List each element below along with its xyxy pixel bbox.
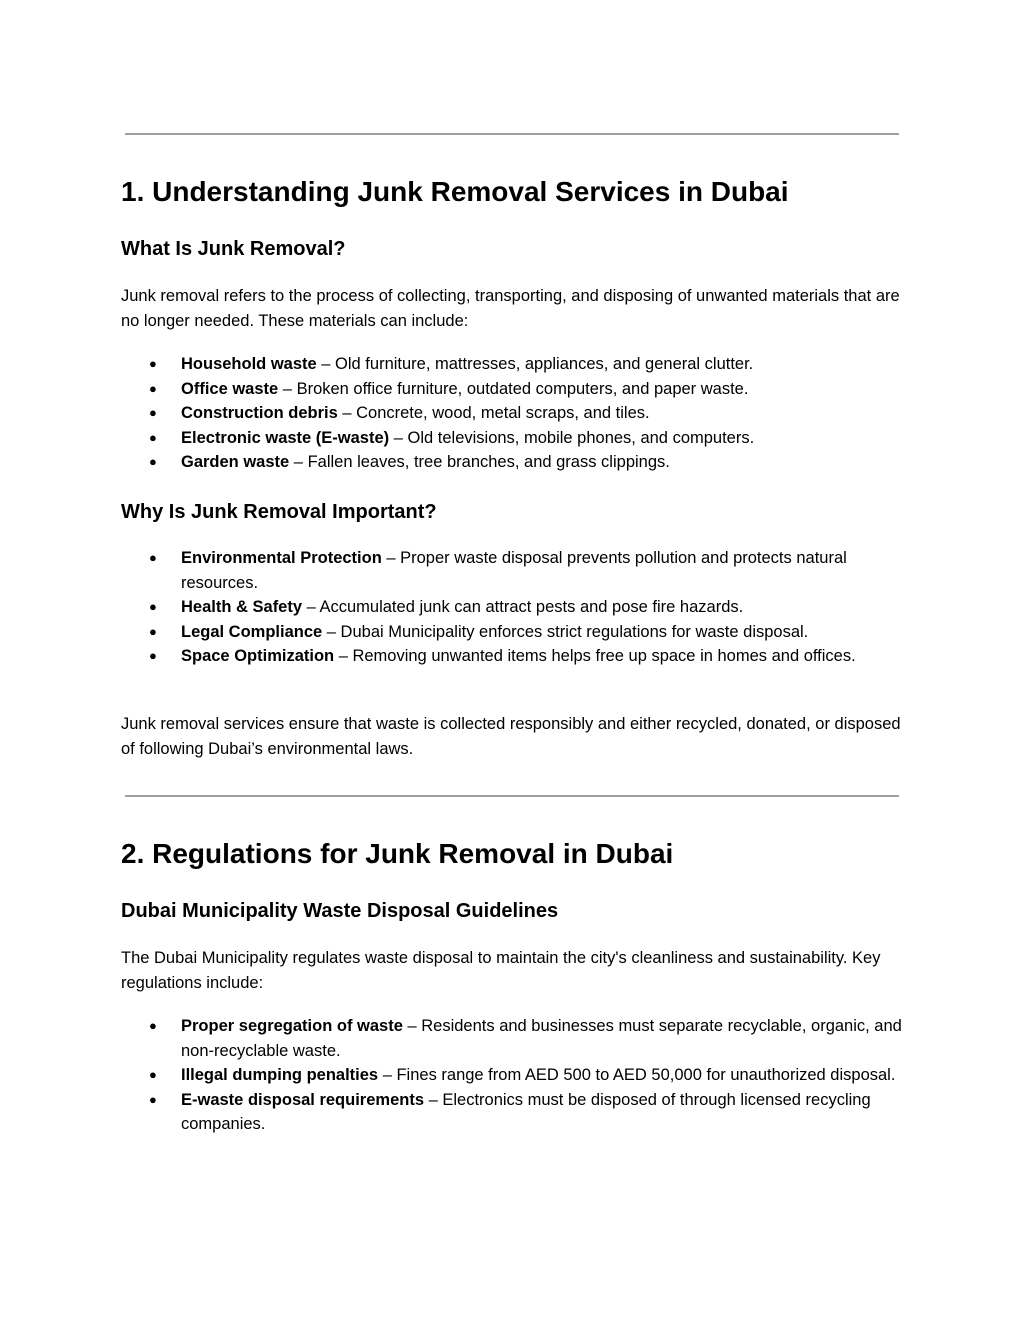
list-item bbox=[121, 1063, 911, 1088]
list-item-desc: – Electronics must be disposed of through licensed recycling companies. bbox=[181, 1090, 871, 1133]
list-item-term: Electronic waste (E-waste) bbox=[181, 428, 390, 447]
bullet-icon: ● bbox=[149, 623, 157, 639]
list-item bbox=[121, 620, 911, 645]
bullet-icon: ● bbox=[149, 648, 157, 663]
bullet-icon: ● bbox=[149, 599, 157, 614]
municipality-guidelines-heading: Dubai Municipality Waste Disposal Guidelines bbox=[121, 900, 559, 922]
list-item-term: Illegal dumping penalties bbox=[181, 1066, 379, 1084]
list-item-desc: – Broken office furniture, outdated computers, and paper waste. bbox=[278, 379, 749, 398]
section1-title: 1. Understanding Junk Removal Services in Dubai bbox=[121, 176, 789, 207]
section1-closing-paragraph: Junk removal services ensure that waste is collected responsibly and either recycled, donated, or disposed of following Dubai’s environmental laws. bbox=[121, 715, 901, 758]
horizontal-rule-middle bbox=[125, 795, 899, 797]
list-item-desc: – Old televisions, mobile phones, and computers. bbox=[389, 428, 755, 447]
municipality-guidelines-intro: The Dubai Municipality regulates waste disposal to maintain the city's cleanliness and sustainability. Key regulations include: bbox=[121, 949, 881, 992]
list-item-desc: – Concrete, wood, metal scraps, and tiles. bbox=[337, 404, 650, 422]
bullet-icon: ● bbox=[149, 405, 157, 420]
list-item bbox=[121, 377, 911, 402]
list-item bbox=[121, 401, 911, 426]
list-item bbox=[121, 644, 911, 669]
list-item-term: Environmental Protection bbox=[181, 549, 382, 567]
list-item-term: E-waste disposal requirements bbox=[181, 1090, 424, 1109]
bullet-icon: ● bbox=[149, 356, 157, 371]
list-item bbox=[121, 546, 911, 595]
list-item-term: Office waste bbox=[181, 379, 279, 398]
list-item-term: Proper segregation of waste bbox=[181, 1017, 403, 1035]
bullet-icon: ● bbox=[149, 454, 157, 469]
list-item bbox=[121, 1014, 911, 1063]
list-item bbox=[121, 352, 911, 377]
importance-list bbox=[121, 546, 911, 669]
list-item bbox=[121, 450, 911, 475]
list-item-desc: – Removing unwanted items helps free up space in homes and offices. bbox=[334, 647, 856, 665]
list-item-desc: – Dubai Municipality enforces strict regulations for waste disposal. bbox=[322, 622, 809, 641]
list-item-term: Space Optimization bbox=[181, 647, 335, 665]
what-is-junk-removal-heading: What Is Junk Removal? bbox=[121, 238, 346, 260]
list-item bbox=[121, 595, 911, 620]
bullet-icon: ● bbox=[149, 1018, 157, 1033]
why-junk-removal-important-heading: Why Is Junk Removal Important? bbox=[121, 501, 437, 523]
list-item-desc: – Proper waste disposal prevents pollution and protects natural resources. bbox=[181, 549, 847, 592]
regulations-list bbox=[121, 1014, 911, 1137]
bullet-icon: ● bbox=[149, 380, 157, 396]
bullet-icon: ● bbox=[149, 1091, 157, 1107]
bullet-icon: ● bbox=[149, 1067, 157, 1082]
bullet-icon: ● bbox=[149, 550, 157, 565]
list-item-term: Legal Compliance bbox=[181, 622, 323, 641]
list-item-desc: – Accumulated junk can attract pests and pose fire hazards. bbox=[302, 598, 744, 616]
bullet-icon: ● bbox=[149, 429, 157, 445]
list-item-term: Health & Safety bbox=[181, 598, 303, 616]
list-item-desc: – Fallen leaves, tree branches, and grass clippings. bbox=[289, 453, 670, 471]
list-item-term: Garden waste bbox=[181, 453, 290, 471]
section2-title: 2. Regulations for Junk Removal in Dubai bbox=[121, 838, 674, 869]
list-item-desc: – Fines range from AED 500 to AED 50,000 for unauthorized disposal. bbox=[378, 1066, 896, 1084]
list-item-term: Household waste bbox=[181, 355, 317, 373]
list-item bbox=[121, 1088, 911, 1137]
list-item-desc: – Residents and businesses must separate recyclable, organic, and non-recyclable waste. bbox=[181, 1017, 902, 1060]
horizontal-rule-top bbox=[125, 133, 899, 135]
list-item bbox=[121, 426, 911, 451]
list-item-desc: – Old furniture, mattresses, appliances, and general clutter. bbox=[316, 355, 754, 373]
what-is-junk-removal-intro: Junk removal refers to the process of collecting, transporting, and disposing of unwanted materials that are no longer needed. These materials can include: bbox=[121, 287, 900, 330]
list-item-term: Construction debris bbox=[181, 404, 338, 422]
junk-materials-list bbox=[121, 352, 911, 475]
